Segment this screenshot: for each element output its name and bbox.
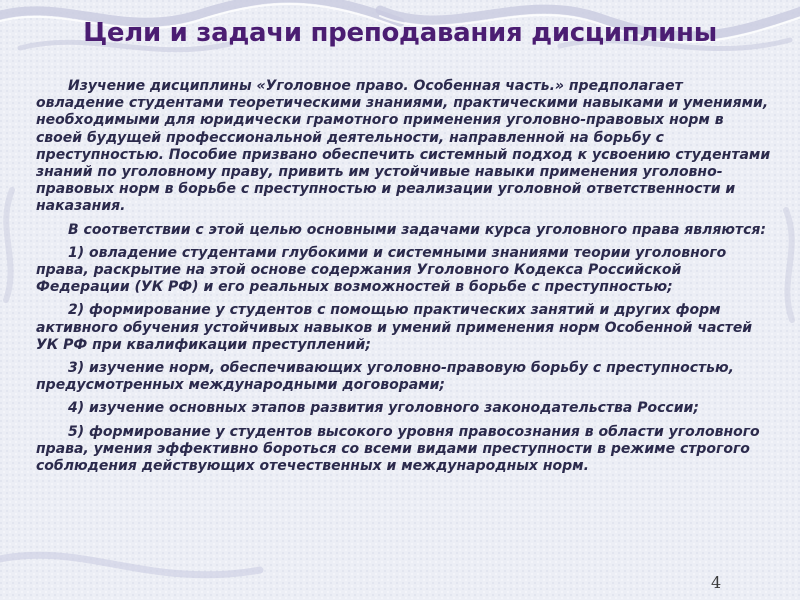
slide-title: Цели и задачи преподавания дисциплины (83, 18, 717, 48)
task-item-3: 3) изучение норм, обеспечивающих уголовно-правовую борьбу с преступностью, предусмотренных международными договорами; (36, 360, 734, 394)
task-item-5: 5) формирование у студентов высокого уровня правосознания в области уголовного права, умения эффективно бороться со всеми видами преступности в режиме строгого соблюдения действующих отечественных и международных норм. (36, 423, 760, 475)
slide-body (36, 78, 772, 481)
tasks-lead-paragraph: В соответствии с этой целью основными задачами курса уголовного права являются: (68, 221, 767, 238)
task-item-2: 2) формирование у студентов с помощью практических занятий и других форм активного обучения устойчивых навыков и умений применения норм Особенной частей УК РФ при квалификации преступлений; (36, 302, 753, 353)
task-item-4: 4) изучение основных этапов развития уголовного законодательства России; (68, 400, 699, 417)
page-number: 4 (711, 573, 722, 592)
intro-paragraph: Изучение дисциплины «Уголовное право. Особенная часть.» предполагает овладение студентами теоретическими знаниями, практическими навыками и умениями, необходимыми для юридически грамотного применения уголовно-правовых норм в своей будущей профессиональной деятельности, направленной на борьбу с преступностью. Пособие призвано обеспечить системный подход к усвоению студентами знаний по уголовному праву, привить им устойчивые навыки применения уголовно-правовых норм в борьбе с преступностью и реализации уголовной ответственности и наказания. (36, 78, 771, 215)
task-item-1: 1) овладение студентами глубокими и системными знаниями теории уголовного права, раскрытие на этой основе содержания Уголовного Кодекса Российской Федерации (УК РФ) и его реальных возможностей в борьбе с преступностью; (36, 244, 727, 296)
